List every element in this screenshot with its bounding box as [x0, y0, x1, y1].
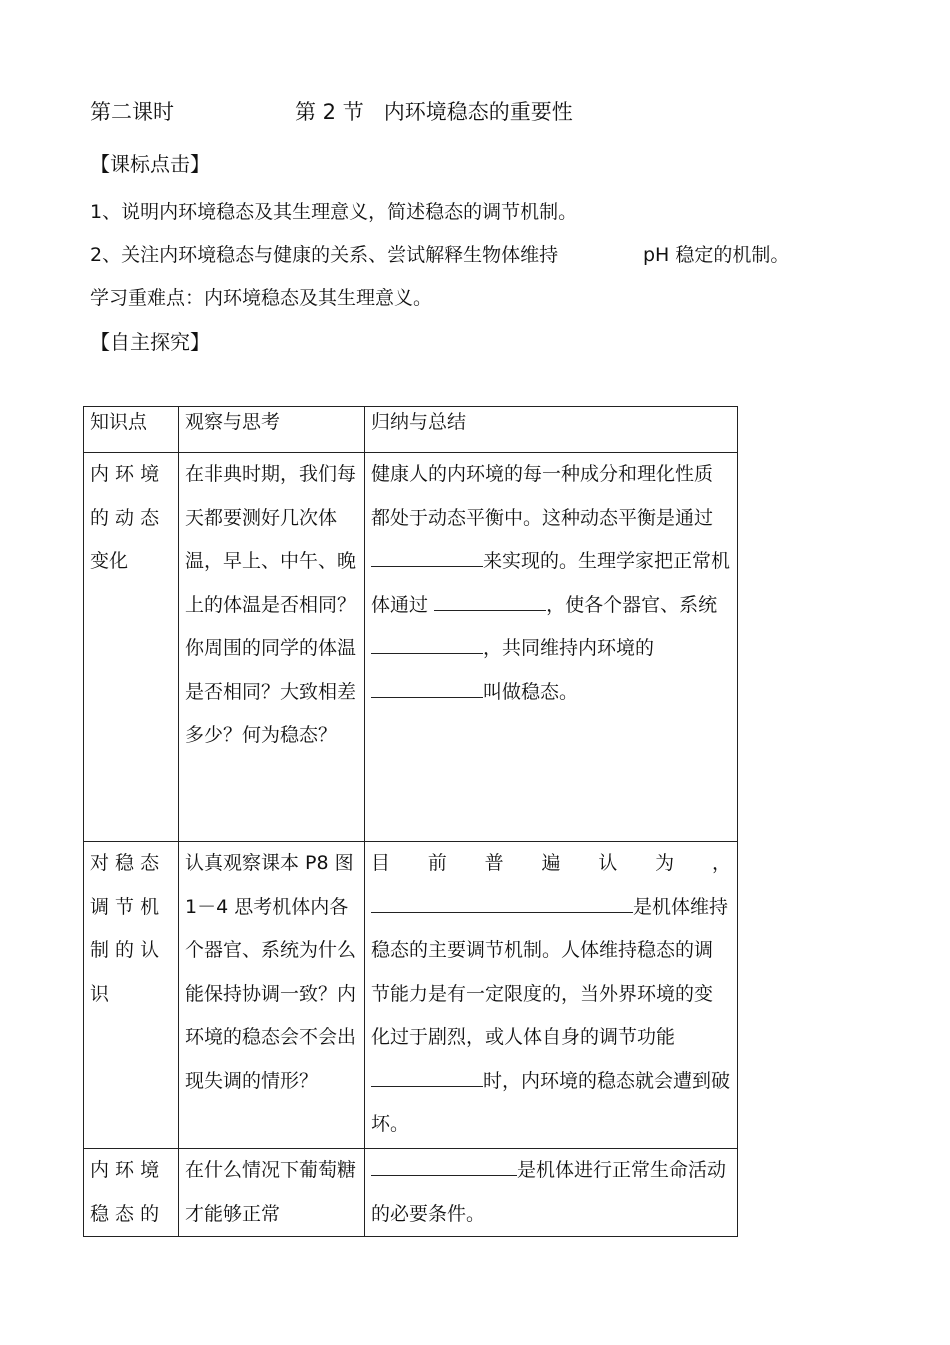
objective-2-part2: pH 稳定的机制。 — [643, 244, 790, 266]
topic-line: 制 的 认 — [90, 939, 160, 961]
topic-line: 调 节 机 — [90, 895, 160, 918]
lesson-label: 第二课时 — [90, 100, 174, 124]
fill-blank[interactable] — [371, 1066, 483, 1087]
topic-line: 内 环 境 — [90, 463, 160, 485]
header-summary: 归纳与总结 — [365, 407, 738, 453]
study-table — [83, 406, 738, 1237]
row-topic — [84, 842, 179, 1149]
fill-blank[interactable] — [371, 677, 483, 698]
row-question: 在什么情况下葡萄糖才能够正常 — [179, 1149, 365, 1237]
row-summary — [365, 842, 738, 1149]
summary-text: ，共同维持内环境的 — [483, 637, 655, 659]
summary-text: 目 前 普 遍 认 为 ， — [371, 852, 731, 874]
summary-text: 健康人的内环境的每一种成分和理化性质都处于动态平衡中。这种动态平衡是通过 — [371, 463, 714, 529]
fill-blank[interactable] — [434, 590, 546, 611]
objectives-heading: 【课标点击】 — [90, 152, 210, 176]
summary-text: 是机体维持稳态的主要调节机制。人体维持稳态的调节能力是有一定限度的，当外界环境的变化过于剧烈，或人体自身的调节功能 — [371, 895, 729, 1048]
topic-line: 识 — [90, 982, 110, 1005]
summary-text: ，使各个器官、系统 — [546, 593, 718, 616]
table-row — [84, 453, 738, 842]
explore-heading: 【自主探究】 — [90, 330, 210, 354]
fill-blank[interactable] — [371, 546, 483, 567]
table-row — [84, 1149, 738, 1237]
header-question: 观察与思考 — [179, 407, 365, 453]
row-summary — [365, 1149, 738, 1237]
fill-blank[interactable] — [371, 633, 483, 654]
table-row — [84, 842, 738, 1149]
topic-line: 变化 — [90, 550, 129, 572]
topic-line: 的 动 态 — [90, 506, 160, 529]
topic-line: 稳 态 的 — [90, 1202, 160, 1225]
objective-1: 1、说明内环境稳态及其生理意义，简述稳态的调节机制。 — [90, 201, 578, 223]
summary-text: 来实现的。生理学家把正常机体通过 — [371, 550, 731, 616]
row-topic — [84, 453, 179, 842]
row-topic — [84, 1149, 179, 1237]
fill-blank[interactable] — [371, 1155, 517, 1176]
row-question: 在非典时期，我们每天都要测好几次体温，早上、中午、晚上的体温是否相同？你周围的同学的体温是否相同？大致相差多少？何为稳态？ — [179, 453, 365, 842]
header-topic: 知识点 — [84, 407, 179, 453]
row-summary — [365, 453, 738, 842]
row-question: 认真观察课本 P8 图 1－4 思考机体内各个器官、系统为什么能保持协调一致？内环境的稳态会不会出现失调的情形？ — [179, 842, 365, 1149]
summary-text: 是机体进行正常生命活动的必要条件。 — [371, 1159, 727, 1225]
summary-text: 叫做稳态。 — [483, 680, 579, 703]
section-title: 第 2 节 内环境稳态的重要性 — [295, 100, 573, 124]
fill-blank[interactable] — [371, 892, 633, 913]
objective-2-part1: 2、关注内环境稳态与健康的关系、尝试解释生物体维持 — [90, 244, 559, 266]
topic-line: 内 环 境 — [90, 1159, 160, 1181]
key-points: 学习重难点：内环境稳态及其生理意义。 — [90, 287, 433, 309]
table-header-row — [84, 407, 738, 453]
topic-line: 对 稳 态 — [90, 852, 160, 874]
summary-text: 时，内环境的稳态就会遭到破坏。 — [371, 1069, 731, 1135]
